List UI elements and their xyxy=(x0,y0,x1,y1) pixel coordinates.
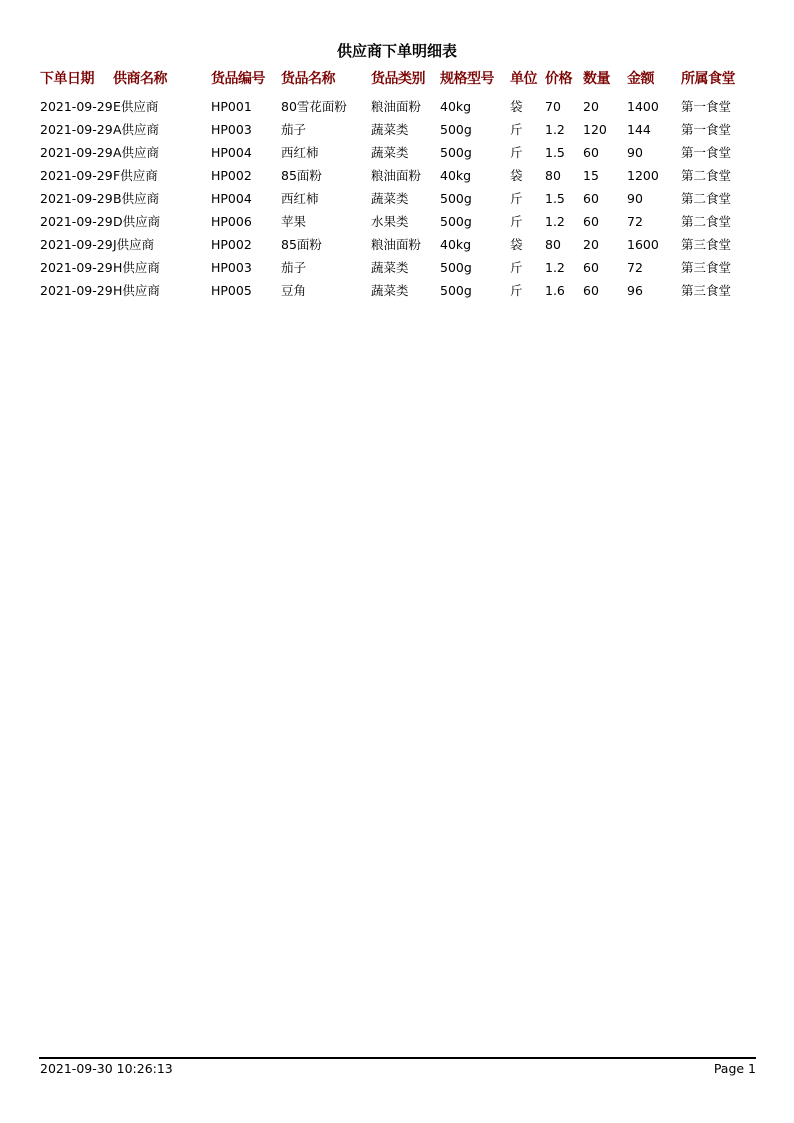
column-header: 规格型号 xyxy=(440,71,494,87)
table-cell: 蔬菜类 xyxy=(371,145,409,160)
table-cell: 72 xyxy=(627,214,643,229)
table-cell: A供应商 xyxy=(113,145,160,160)
table-cell: 粮油面粉 xyxy=(371,237,422,252)
table-cell: 15 xyxy=(583,168,599,183)
table-cell: 500g xyxy=(440,214,472,229)
table-cell: 苹果 xyxy=(281,214,307,229)
table-cell: 2021-09-29 xyxy=(40,191,113,206)
table-row xyxy=(40,210,756,233)
table-cell: D供应商 xyxy=(113,214,161,229)
table-row xyxy=(40,118,756,141)
table-cell: H供应商 xyxy=(113,283,160,298)
table-cell: 第二食堂 xyxy=(681,168,732,183)
table-cell: HP006 xyxy=(211,214,252,229)
table-cell: 2021-09-29 xyxy=(40,99,113,114)
table-cell: 袋 xyxy=(510,99,523,114)
table-cell: 2021-09-29 xyxy=(40,145,113,160)
table-cell: 500g xyxy=(440,145,472,160)
column-header: 货品编号 xyxy=(211,71,265,87)
table-cell: 水果类 xyxy=(371,214,409,229)
table-cell: 第三食堂 xyxy=(681,237,732,252)
table-cell: B供应商 xyxy=(113,191,160,206)
footer-divider xyxy=(39,1057,756,1059)
table-cell: HP003 xyxy=(211,260,252,275)
table-cell: 1600 xyxy=(627,237,659,252)
table-cell: 1.5 xyxy=(545,191,565,206)
table-row xyxy=(40,233,756,256)
table-cell: 豆角 xyxy=(281,283,307,298)
table-cell: 粮油面粉 xyxy=(371,99,422,114)
column-header: 货品类别 xyxy=(371,71,425,87)
table-cell: 1.2 xyxy=(545,122,565,137)
table-cell: 40kg xyxy=(440,237,472,252)
table-cell: 1.5 xyxy=(545,145,565,160)
table-cell: 茄子 xyxy=(281,260,307,275)
table-cell: 20 xyxy=(583,237,599,252)
table-cell: 60 xyxy=(583,260,599,275)
table-cell: 2021-09-29 xyxy=(40,168,113,183)
table-cell: HP002 xyxy=(211,168,252,183)
table-cell: 1.2 xyxy=(545,214,565,229)
table-cell: 袋 xyxy=(510,168,523,183)
table-cell: 2021-09-29 xyxy=(40,214,113,229)
table-cell: 斤 xyxy=(510,145,523,160)
table-header-row xyxy=(40,66,756,93)
table-cell: 2021-09-29 xyxy=(40,237,113,252)
table-cell: 蔬菜类 xyxy=(371,283,409,298)
table-cell: 80雪花面粉 xyxy=(281,99,347,114)
table-cell: 1400 xyxy=(627,99,659,114)
table-cell: 90 xyxy=(627,145,643,160)
table-cell: 斤 xyxy=(510,214,523,229)
table-cell: HP005 xyxy=(211,283,252,298)
table-cell: 60 xyxy=(583,214,599,229)
table-cell: 120 xyxy=(583,122,607,137)
table-cell: 72 xyxy=(627,260,643,275)
table-cell: 85面粉 xyxy=(281,237,322,252)
table-cell: F供应商 xyxy=(113,168,158,183)
table-cell: 西红柿 xyxy=(281,145,319,160)
table-cell: 144 xyxy=(627,122,651,137)
table-cell: 第一食堂 xyxy=(681,122,732,137)
table-cell: J供应商 xyxy=(113,237,155,252)
column-header: 供商名称 xyxy=(113,71,167,87)
table-cell: 80 xyxy=(545,168,561,183)
table-cell: 500g xyxy=(440,283,472,298)
table-cell: 1.6 xyxy=(545,283,565,298)
table-cell: 斤 xyxy=(510,260,523,275)
column-header: 下单日期 xyxy=(40,71,94,87)
table-cell: 第三食堂 xyxy=(681,283,732,298)
table-cell: 袋 xyxy=(510,237,523,252)
table-cell: 1.2 xyxy=(545,260,565,275)
table-cell: 蔬菜类 xyxy=(371,260,409,275)
table-cell: 60 xyxy=(583,145,599,160)
table-cell: 2021-09-29 xyxy=(40,122,113,137)
table-cell: 斤 xyxy=(510,191,523,206)
table-cell: 2021-09-29 xyxy=(40,260,113,275)
column-header: 价格 xyxy=(545,71,572,87)
table-cell: 1200 xyxy=(627,168,659,183)
table-row xyxy=(40,141,756,164)
table-cell: HP003 xyxy=(211,122,252,137)
table-cell: 斤 xyxy=(510,122,523,137)
column-header: 金额 xyxy=(627,71,654,87)
table-row xyxy=(40,279,756,302)
page-number: Page 1 xyxy=(713,1061,756,1076)
table-cell: 第二食堂 xyxy=(681,191,732,206)
table-cell: 80 xyxy=(545,237,561,252)
table-cell: 500g xyxy=(440,260,472,275)
table-cell: 60 xyxy=(583,191,599,206)
table-cell: 第一食堂 xyxy=(681,99,732,114)
table-cell: HP004 xyxy=(211,191,252,206)
table-cell: 500g xyxy=(440,191,472,206)
table-cell: 2021-09-29 xyxy=(40,283,113,298)
report-title: 供应商下单明细表 xyxy=(336,42,457,60)
table-cell: HP002 xyxy=(211,237,252,252)
table-cell: 蔬菜类 xyxy=(371,191,409,206)
table-cell: 70 xyxy=(545,99,561,114)
table-cell: 60 xyxy=(583,283,599,298)
table-cell: 第三食堂 xyxy=(681,260,732,275)
table-cell: 第二食堂 xyxy=(681,214,732,229)
column-header: 数量 xyxy=(583,71,610,87)
table-cell: E供应商 xyxy=(113,99,159,114)
table-row xyxy=(40,164,756,187)
table-cell: 90 xyxy=(627,191,643,206)
table-cell: 40kg xyxy=(440,168,472,183)
table-cell: HP001 xyxy=(211,99,252,114)
print-timestamp: 2021-09-30 10:26:13 xyxy=(40,1061,173,1076)
table-row xyxy=(40,95,756,118)
column-header: 单位 xyxy=(510,71,537,87)
table-row xyxy=(40,187,756,210)
table-cell: 粮油面粉 xyxy=(371,168,422,183)
table-row xyxy=(40,256,756,279)
table-body xyxy=(40,95,756,302)
table-cell: 第一食堂 xyxy=(681,145,732,160)
column-header: 货品名称 xyxy=(281,71,335,87)
report-table xyxy=(40,66,756,302)
table-cell: 96 xyxy=(627,283,643,298)
table-cell: 茄子 xyxy=(281,122,307,137)
table-cell: 85面粉 xyxy=(281,168,322,183)
table-cell: H供应商 xyxy=(113,260,160,275)
table-cell: 西红柿 xyxy=(281,191,319,206)
table-cell: 20 xyxy=(583,99,599,114)
table-cell: 500g xyxy=(440,122,472,137)
table-cell: 40kg xyxy=(440,99,472,114)
table-cell: HP004 xyxy=(211,145,252,160)
table-cell: 蔬菜类 xyxy=(371,122,409,137)
column-header: 所属食堂 xyxy=(681,71,735,87)
table-cell: 斤 xyxy=(510,283,523,298)
table-cell: A供应商 xyxy=(113,122,160,137)
